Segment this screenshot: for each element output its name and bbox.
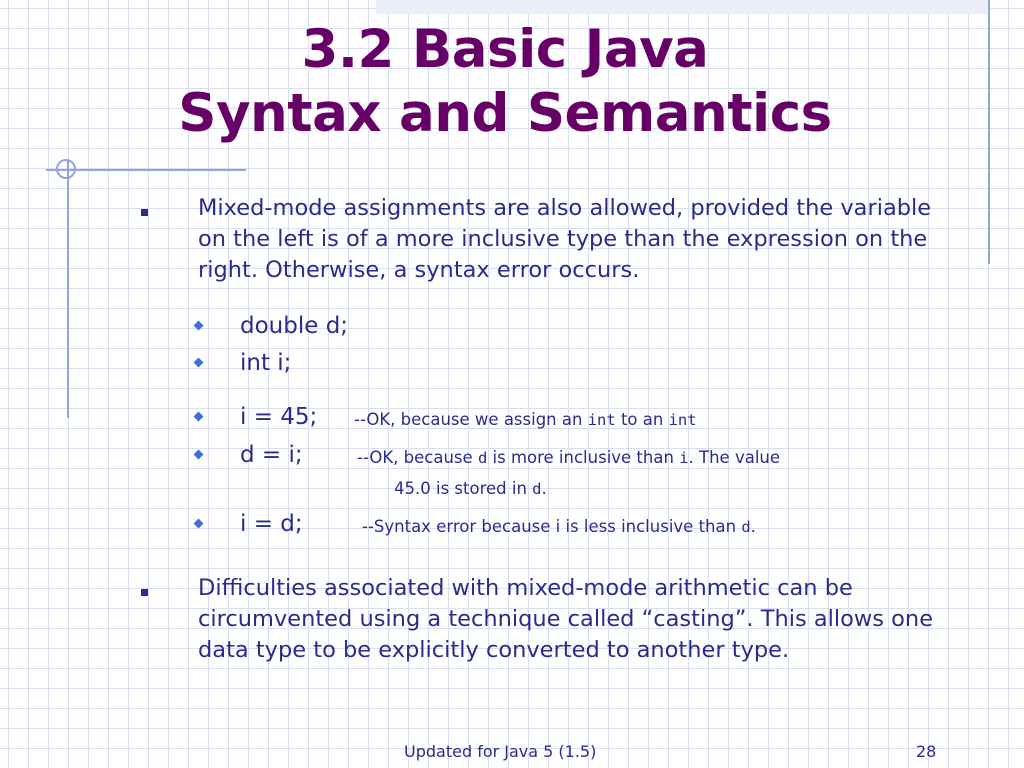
bullet-text-2: Difficulties associated with mixed-mode arithmetic can be circumvented using a technique called “casting”. This allows one data type to be explicitly converted to another type.	[198, 575, 934, 663]
comment-text: 45.0 is stored in	[394, 479, 533, 498]
comment-d-equals-i	[357, 447, 780, 469]
page-number: 28	[916, 742, 937, 761]
comment-code-term: int	[668, 411, 697, 429]
diamond-bullet-icon	[194, 450, 204, 460]
slide-title-line-2: Syntax and Semantics	[178, 83, 832, 144]
comment-text: --OK, because we assign an	[354, 410, 588, 429]
comment-i-equals-d	[362, 516, 756, 538]
slide-title-line-1: 3.2 Basic Java	[301, 19, 709, 80]
diamond-bullet-icon	[194, 321, 204, 331]
comment-code-term: i	[679, 449, 689, 467]
left-horizontal-decoration-line	[46, 169, 246, 171]
square-bullet-icon	[141, 589, 148, 596]
left-vertical-decoration-line	[67, 160, 69, 418]
code-line-i-equals-d: i = d;	[240, 511, 303, 537]
comment-code-term: int	[587, 411, 616, 429]
diamond-bullet-icon	[194, 358, 204, 368]
code-line-double-d: double d;	[240, 313, 349, 339]
comment-text: .	[541, 479, 547, 498]
comment-code-term: d	[477, 449, 488, 467]
square-bullet-icon	[141, 209, 148, 216]
comment-text: is more inclusive than	[487, 448, 680, 467]
footer-caption: Updated for Java 5 (1.5)	[404, 742, 597, 761]
comment-code-term: d	[532, 480, 542, 498]
comment-text: .	[750, 517, 756, 536]
comment-i-equals-45	[354, 409, 697, 431]
top-decoration-band	[376, 0, 988, 14]
comment-text: to an	[615, 410, 669, 429]
comment-d-equals-i-continued	[394, 478, 547, 500]
comment-text: --OK, because	[357, 448, 478, 467]
comment-code-term: d	[741, 518, 751, 536]
decoration-circle	[56, 159, 76, 179]
diamond-bullet-icon	[194, 519, 204, 529]
comment-text: --Syntax error because i is less inclusive than	[362, 517, 742, 536]
code-line-d-equals-i: d = i;	[240, 442, 303, 468]
comment-text: . The value	[688, 448, 781, 467]
code-line-i-equals-45: i = 45;	[240, 404, 318, 430]
slide-title	[0, 18, 1010, 146]
code-line-int-i: int i;	[240, 350, 292, 376]
diamond-bullet-icon	[194, 412, 204, 422]
bullet-text-1: Mixed-mode assignments are also allowed, provided the variable on the left is of a more inclusive type than the expression on the right. Otherwise, a syntax error occurs.	[198, 195, 932, 283]
